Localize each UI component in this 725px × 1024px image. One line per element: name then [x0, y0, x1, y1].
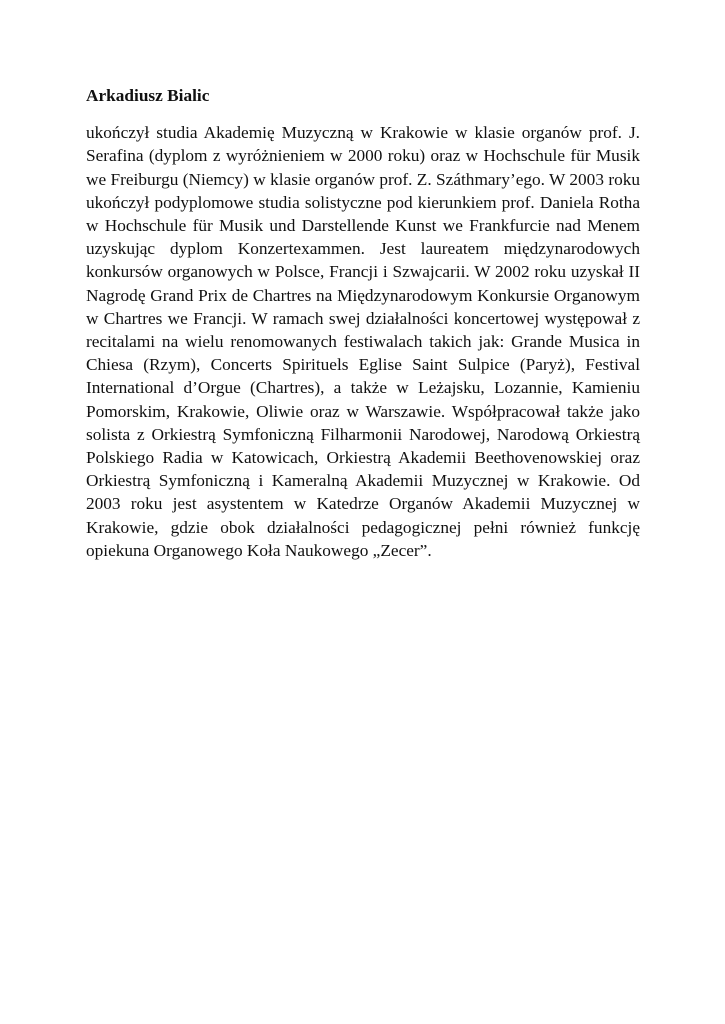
document-content: [86, 84, 640, 562]
person-name-heading: Arkadiusz Bialic: [86, 86, 210, 105]
biography-paragraph: ukończył studia Akademię Muzyczną w Krakowie w klasie organów prof. J. Serafina (dyplom z wyróżnieniem w 2000 roku) oraz w Hochschule für Musik we Freiburgu (Niemcy) w klasie organów prof. Z. Száthmary’ego. W 2003 roku ukończył podyplomowe studia solistyczne pod kierunkiem prof. Daniela Rotha w Hochschule für Musik und Darstellende Kunst we Frankfurcie nad Menem uzyskując dyplom Konzertexammen. Jest laureatem międzynarodowych konkursów organowych w Polsce, Francji i Szwajcarii. W 2002 roku uzyskał II Nagrodę Grand Prix de Chartres na Międzynarodowym Konkursie Organowym w Chartres we Francji. W ramach swej działalności koncertowej występował z recitalami na wielu renomowanych festiwalach takich jak: Grande Musica in Chiesa (Rzym), Concerts Spirituels Eglise Saint Sulpice (Paryż), Festival International d’Orgue (Chartres), a także w Leżajsku, Lozannie, Kamieniu Pomorskim, Krakowie, Oliwie oraz w Warszawie. Współpracował także jako solista z Orkiestrą Symfoniczną Filharmonii Narodowej, Narodową Orkiestrą Polskiego Radia w Katowicach, Orkiestrą Akademii Beethovenowskiej oraz Orkiestrą Symfoniczną i Kameralną Akademii Muzycznej w Krakowie. Od 2003 roku jest asystentem w Katedrze Organów Akademii Muzycznej w Krakowie, gdzie obok działalności pedagogicznej pełni również funkcję opiekuna Organowego Koła Naukowego „Zecer”.: [86, 123, 640, 560]
